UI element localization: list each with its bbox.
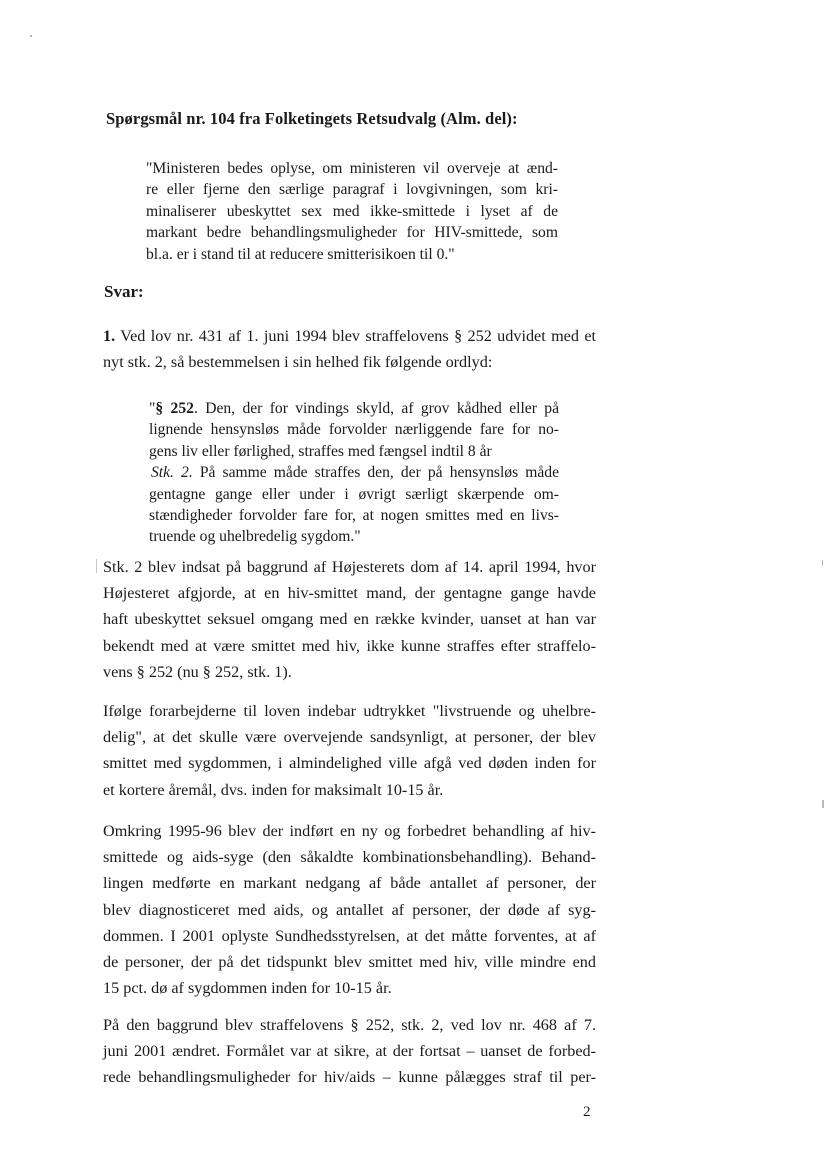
scan-artifact <box>822 560 823 566</box>
quote-line: stændigheder forvolder fare for, at nogen smittes med en livs- <box>149 507 559 525</box>
paragraph-2 <box>103 554 596 685</box>
paragraph-line: haft ubeskyttet seksuel omgang med en række kvinder, uanset at han var <box>103 610 596 629</box>
paragraph-line: rede behandlingsmuligheder for hiv/aids – kunne pålægges straf til per- <box>103 1068 596 1087</box>
paragraph-line: dommen. I 2001 oplyste Sundhedsstyrelsen, at det måtte forventes, at af <box>103 926 596 945</box>
paragraph-line: lingen medførte en markant nedgang af både antallet af personer, der <box>103 874 596 893</box>
paragraph-line: På den baggrund blev straffelovens § 252, stk. 2, ved lov nr. 468 af 7. <box>103 1016 596 1034</box>
paragraph-line: 15 pct. dø af sygdommen inden for 10-15 år. <box>103 979 392 998</box>
quote-line: re eller fjerne den særlige paragraf i lovgivningen, som kri- <box>146 181 558 199</box>
stk-label: Stk. 2. <box>151 464 193 482</box>
paragraph-line: nyt stk. 2, så bestemmelsen i sin helhed fik følgende ordlyd: <box>103 353 493 372</box>
law-quote <box>149 398 559 548</box>
paragraph-number: 1. <box>103 327 116 345</box>
answer-label: Svar: <box>104 282 144 301</box>
paragraph-5 <box>103 1012 596 1091</box>
question-heading: Spørgsmål nr. 104 fra Folketingets Retsudvalg (Alm. del): <box>106 109 518 128</box>
paragraph-line: smittede og aids-syge (den såkaldte kombinationsbehandling). Behand- <box>103 848 596 867</box>
paragraph-line: bekendt med at være smittet med hiv, ikke kunne straffes efter straffelo- <box>103 636 596 655</box>
section-label: § 252 <box>155 400 194 417</box>
paragraph-3 <box>103 698 596 803</box>
quote-line: markant bedre behandlingsmuligheder for HIV-smittede, som <box>146 224 558 242</box>
page-number: 2 <box>583 1104 591 1120</box>
paragraph-line: et kortere åremål, dvs. inden for maksimalt 10-15 år. <box>103 780 444 799</box>
paragraph-line: blev diagnosticeret med aids, og antallet af personer, der døde af syg- <box>103 900 596 919</box>
scan-artifact <box>30 35 32 37</box>
quote-line: truende og uhelbredelig sygdom." <box>149 528 361 546</box>
paragraph-line: Højesteret afgjorde, at en hiv-smittet mand, der gentagne gange havde <box>103 584 596 603</box>
question-quote <box>146 158 558 265</box>
quote-line: gentagne gange eller under i øvrigt særligt skærpende om- <box>149 485 559 503</box>
quote-line: "Ministeren bedes oplyse, om ministeren vil overveje at ænd- <box>146 160 558 177</box>
paragraph-line: delig", at det skulle være overvejende sandsynligt, at personer, der blev <box>103 728 596 747</box>
paragraph-line: Omkring 1995-96 blev der indført en ny og forbedret behandling af hiv- <box>103 822 596 840</box>
paragraph-line: de personer, der på det tidspunkt blev smittet med hiv, ville mindre end <box>103 953 596 972</box>
scan-artifact <box>822 800 824 808</box>
paragraph-line: Stk. 2 blev indsat på baggrund af Højesterets dom af 14. april 1994, hvor <box>103 558 596 576</box>
quote-line: bl.a. er i stand til at reducere smitterisikoen til 0." <box>146 245 455 263</box>
quote-line: Stk. 2. På samme måde straffes den, der på hensynsløs måde <box>151 464 560 482</box>
paragraph-line: 1. Ved lov nr. 431 af 1. juni 1994 blev straffelovens § 252 udvidet med et <box>103 327 596 345</box>
quote-line: minaliserer ubeskyttet sex med ikke-smittede i lyset af de <box>146 202 558 220</box>
scan-artifact <box>96 559 97 573</box>
paragraph-line: smittet med sygdommen, i almindelighed ville afgå ved døden inden for <box>103 754 596 773</box>
paragraph-line: juni 2001 ændret. Formålet var at sikre, at der fortsat – uanset de forbed- <box>103 1042 596 1061</box>
quote-line: gens liv eller førlighed, straffes med fængsel indtil 8 år <box>149 442 492 460</box>
quote-line: lignende hensynsløs måde forvolder nærliggende fare for no- <box>149 421 559 439</box>
paragraph-4 <box>103 818 596 1001</box>
paragraph-1 <box>103 323 596 375</box>
paragraph-line: vens § 252 (nu § 252, stk. 1). <box>103 662 292 681</box>
paragraph-line: Ifølge forarbejderne til loven indebar udtrykket "livstruende og uhelbre- <box>103 702 596 720</box>
quote-line: "§ 252. Den, der for vindings skyld, af grov kådhed eller på <box>149 400 559 417</box>
